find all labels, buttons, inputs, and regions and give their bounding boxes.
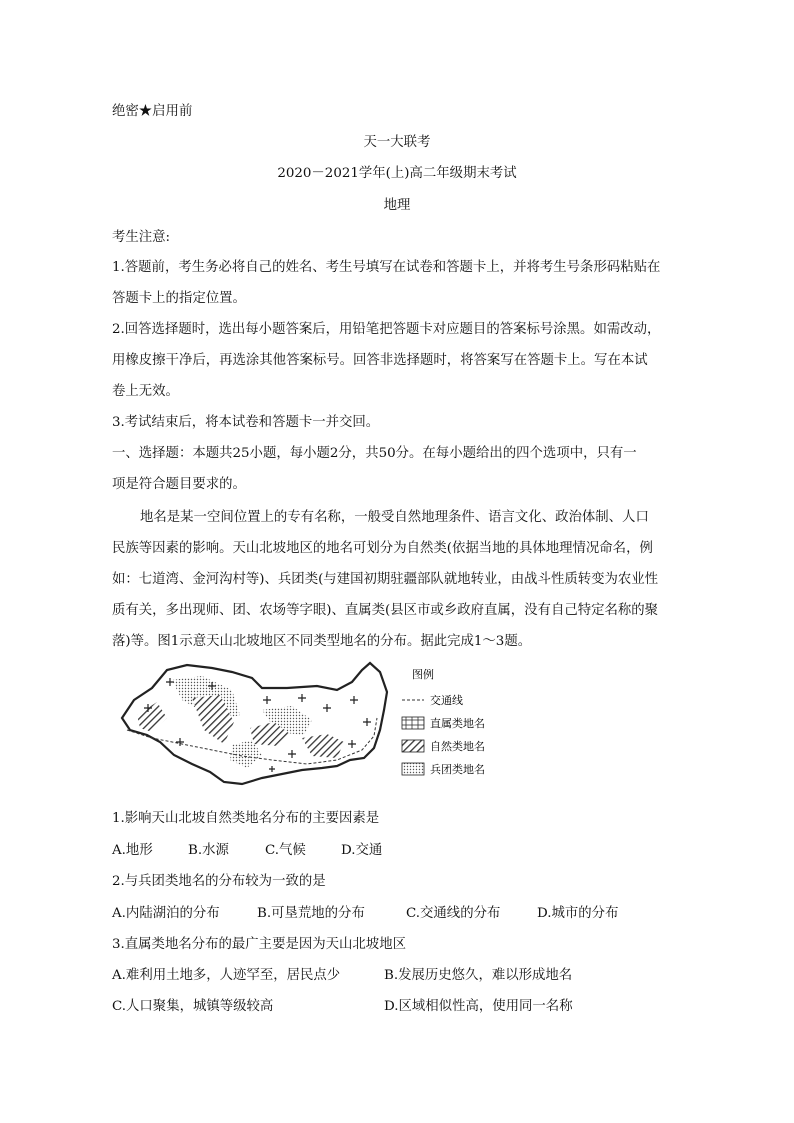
region-outline — [122, 663, 387, 784]
notice-item2-line1: 2.回答选择题时，选出每小题答案后，用铅笔把答题卡对应题目的答案标号涂黑。如需改动， — [112, 322, 661, 337]
section-line1: 一、选择题：本题共25小题，每小题2分，共50分。在每小题给出的四个选项中，只有一 — [112, 446, 637, 461]
notice-item1-line1: 1.答题前，考生务必将自己的姓名、考生号填写在试卷和答题卡上，并将考生号条形码粘贴在 — [112, 260, 661, 275]
legend-natural-label: 自然类地名 — [430, 740, 485, 753]
legend-corps-label: 兵团类地名 — [430, 763, 485, 776]
subject-title: 地理 — [383, 198, 411, 213]
legend — [402, 667, 485, 776]
q2-option-b[interactable]: B.可垦荒地的分布 — [257, 906, 365, 921]
section-line2: 项是符合题目要求的。 — [112, 477, 246, 492]
q2-option-a[interactable]: A.内陆湖泊的分布 — [112, 906, 220, 921]
q3-option-d[interactable]: D.区域相似性高，使用同一名称 — [384, 999, 573, 1014]
notice-title: 考生注意: — [112, 230, 171, 245]
exam-title: 2020－2021学年(上)高二年级期末考试 — [277, 166, 517, 181]
q1-option-c[interactable]: C.气候 — [265, 843, 306, 858]
q1-option-a[interactable]: A.地形 — [112, 843, 153, 858]
notice-item3: 3.考试结束后，将本试卷和答题卡一并交回。 — [112, 415, 380, 430]
passage-line1: 地名是某一空间位置上的专有名称，一般受自然地理条件、语言文化、政治体制、人口 — [140, 510, 649, 525]
q1-option-b[interactable]: B.水源 — [188, 843, 229, 858]
q2-option-c[interactable]: C.交通线的分布 — [406, 906, 501, 921]
legend-traffic-label: 交通线 — [430, 694, 463, 707]
q3-option-a[interactable]: A.难利用土地多，人迹罕至，居民点少 — [112, 968, 341, 983]
legend-title: 图例 — [412, 668, 434, 681]
q2-option-d[interactable]: D.城市的分布 — [537, 906, 619, 921]
notice-item1-line2: 答题卡上的指定位置。 — [112, 291, 246, 306]
notice-item2-line3: 卷上无效。 — [112, 384, 179, 399]
legend-direct-label: 直属类地名 — [430, 717, 485, 730]
passage-line5: 落)等。图1示意天山北坡地区不同类型地名的分布。据此完成1～3题。 — [112, 634, 532, 649]
passage-line4: 质有关，多出现师、团、农场等字眼)、直属类(县区市或乡政府直属，没有自己特定名称的聚 — [112, 603, 659, 618]
q3-option-b[interactable]: B.发展历史悠久，难以形成地名 — [384, 968, 573, 983]
figure-map — [112, 660, 522, 790]
question-3-stem: 3.直属类地名分布的最广主要是因为天山北坡地区 — [112, 937, 406, 952]
passage-line2: 民族等因素的影响。天山北坡地区的地名可划分为自然类(依据当地的具体地理情况命名，例 — [112, 541, 653, 556]
secret-label: 绝密★启用前 — [112, 104, 193, 119]
legend-natural-swatch — [402, 740, 424, 752]
notice-item2-line2: 用橡皮擦干净后，再选涂其他答案标号。回答非选择题时，将答案写在答题卡上。写在本试 — [112, 353, 648, 368]
question-1-stem: 1.影响天山北坡自然类地名分布的主要因素是 — [112, 811, 380, 826]
legend-corps-swatch — [402, 763, 424, 775]
q3-option-c[interactable]: C.人口聚集，城镇等级较高 — [112, 999, 274, 1014]
passage-line3: 如：七道湾、金河沟村等)、兵团类(与建国初期驻疆部队就地转业，由战斗性质转变为农业性 — [112, 572, 659, 587]
tianshan-map — [112, 660, 522, 790]
q1-option-d[interactable]: D.交通 — [341, 843, 383, 858]
exam-org: 天一大联考 — [363, 135, 431, 150]
question-2-stem: 2.与兵团类地名的分布较为一致的是 — [112, 874, 326, 889]
legend-direct-swatch — [402, 717, 424, 729]
